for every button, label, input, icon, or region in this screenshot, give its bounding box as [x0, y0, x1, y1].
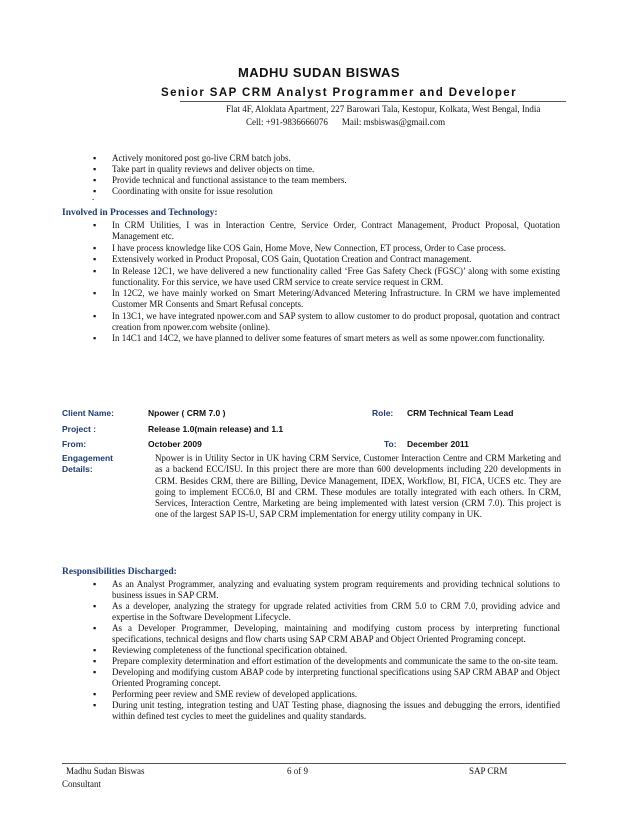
footer-divider — [62, 763, 566, 764]
list-item: ▪ Extensively worked in Product Proposal, COS Gain, Quotation Creation and Contract management. — [80, 254, 560, 265]
responsibilities-list — [80, 579, 560, 722]
header-divider — [180, 101, 566, 102]
to-value: December 2011 — [407, 439, 469, 449]
involved-heading: Involved in Processes and Technology: — [62, 208, 218, 218]
project-value: Release 1.0(main release) and 1.1 — [148, 424, 284, 434]
responsibilities-heading: Responsibilities Discharged: — [62, 567, 177, 577]
engagement-label-line2: Details: — [62, 464, 93, 474]
involved-list — [80, 220, 560, 345]
list-item: ▪ During unit testing, integration testing and UAT Testing phase, diagnosing the issues and debugging the errors, identified within defined test cycles to meet the guidelines and quality standards. — [80, 700, 560, 722]
list-item: ▪ As a Developer Programmer, Developing, maintaining and modifying custom process by interpreting functional specifications, technical designs and flow charts using SAP CRM ABAP and Object Oriented Programing concept. — [80, 623, 560, 645]
list-item: ▪ In 13C1, we have integrated npower.com and SAP system to allow customer to do product proposal, quotation and contract creation from npower.com website (online). — [80, 311, 560, 333]
list-item: ▪ Coordinating with onsite for issue resolution — [80, 186, 560, 197]
list-item: ▪ As a developer, analyzing the strategy for upgrade related activities from CRM 5.0 to CRM 7.0, providing advice and expertise in the Software Development Lifecycle. — [80, 601, 560, 623]
list-item: ▪ Developing and modifying custom ABAP code by interpreting functional specifications using SAP CRM ABAP and Object Oriented Programing concept. — [80, 667, 560, 689]
from-label: From: — [62, 439, 87, 449]
email-address: Mail: msbiswas@gmail.com — [341, 117, 446, 127]
project-label: Project : — [62, 424, 97, 434]
footer-author: Madhu Sudan Biswas — [66, 766, 145, 776]
list-item: ▪ In 14C1 and 14C2, we have planned to deliver some features of smart meters as well as some npower.com functionality. — [80, 333, 560, 344]
list-item: ▪ In 12C2, we have mainly worked on Smart Metering/Advanced Metering Infrastructure. In CRM we have implemented Customer MR Consents and Smart Refusal concepts. — [80, 288, 560, 310]
engagement-label — [62, 453, 113, 475]
cell-number: Cell: +91-9836666076 — [246, 117, 328, 127]
stray-dot: . — [92, 192, 95, 202]
list-item: ▪ Prepare complexity determination and effort estimation of the developments and communicate the same to the on-site team. — [80, 656, 560, 667]
list-item: ▪ Reviewing completeness of the functional specification obtained. — [80, 645, 560, 656]
list-item: ▪ In Release 12C1, we have delivered a new functionality called ‘Free Gas Safety Check (FGSC)’ along with some existing functionality. For this service, we have used CRM service to create service request in CRM. — [80, 266, 560, 288]
footer-role: SAP CRM — [469, 766, 508, 776]
role-value: CRM Technical Team Lead — [407, 408, 514, 418]
list-item: ▪ Take part in quality reviews and deliver objects on time. — [80, 164, 560, 175]
list-item: ▪ Provide technical and functional assistance to the team members. — [80, 175, 560, 186]
client-label: Client Name: — [62, 408, 114, 418]
footer-role-continued: Consultant — [62, 779, 102, 789]
job-title: Senior SAP CRM Analyst Programmer and Developer — [161, 87, 517, 99]
to-label: To: — [384, 439, 397, 449]
client-row — [62, 408, 562, 420]
engagement-row — [62, 453, 562, 553]
engagement-label-line1: Engagement — [62, 453, 114, 463]
list-item: ▪ Actively monitored post go-live CRM batch jobs. — [80, 153, 560, 164]
address-line: Flat 4F, Aloklata Apartment, 227 Barowari Tala, Kestopur, Kolkata, West Bengal, India — [226, 104, 541, 114]
client-value: Npower ( CRM 7.0 ) — [148, 408, 226, 418]
list-item: ▪ Performing peer review and SME review of developed applications. — [80, 689, 560, 700]
footer-page-number: 6 of 9 — [287, 766, 308, 776]
engagement-details: Npower is in Utility Sector in UK having CRM Service, Customer Interaction Centre and CRM Marketing and as a backend ECC/ISU. In this project there are more than 600 developments including 220 developments in CRM. Besides CRM, there are Billing, Device Management, IDEX, Workflow, BI, FICA, UCES etc. They are going to implement ECC6.0, BI and CRM. These modules are totally integrated with each others. In CRM, Services, Interaction Centre, Marketing are being implemented with latest version (CRM 7.0). This project is one of the largest SAP IS-U, SAP CRM implementation for energy utility company in UK. — [155, 453, 561, 520]
candidate-name: MADHU SUDAN BISWAS — [237, 65, 401, 80]
role-label: Role: — [372, 408, 394, 418]
list-item: ▪ As an Analyst Programmer, analyzing and evaluating system program requirements and providing technical solutions to business issues in SAP CRM. — [80, 579, 560, 601]
dates-row — [62, 439, 562, 451]
list-item: ▪ In CRM Utilities, I was in Interaction Centre, Service Order, Contract Management, Product Proposal, Quotation Management etc. — [80, 220, 560, 242]
from-value: October 2009 — [148, 439, 202, 449]
top-bullet-list — [80, 153, 560, 197]
list-item: ▪ I have process knowledge like COS Gain, Home Move, New Connection, ET process, Order to Case process. — [80, 243, 560, 254]
project-row — [62, 424, 562, 436]
contact-line — [246, 117, 445, 127]
